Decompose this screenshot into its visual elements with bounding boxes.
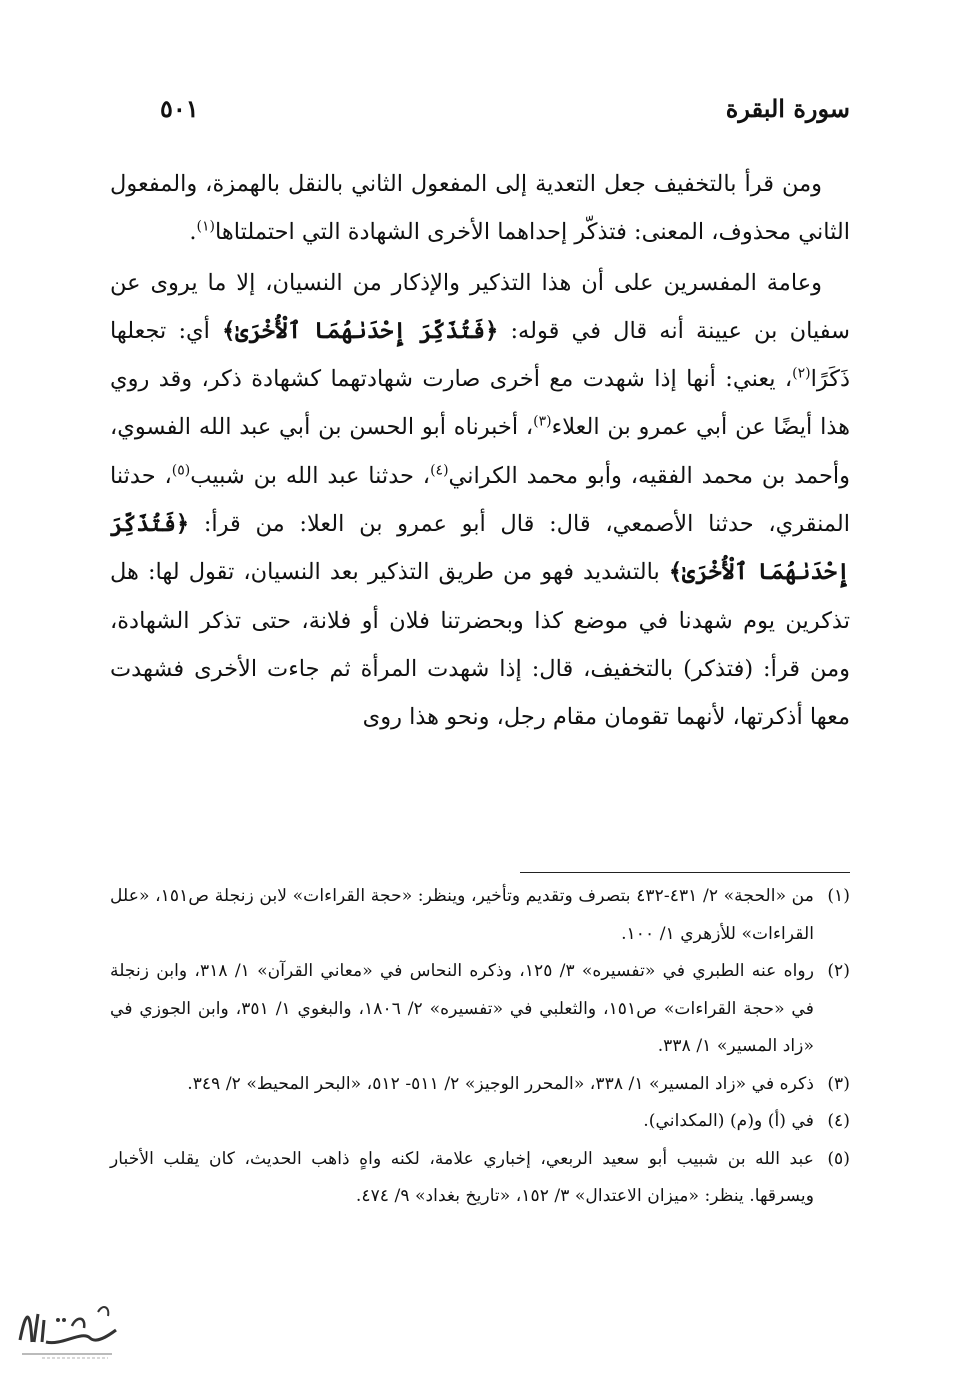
paragraph-2-text-c: ، يعني: أنها إذا شهدت مع أخرى صارت شهادتهما كشهادة ذكر، وقد روي هذا أيضًا عن أبي عمرو بن العلاء (110, 366, 851, 441)
footnote-number: (٣) (827, 1073, 850, 1094)
footnote-ref-5: (٥) (171, 462, 191, 479)
almoshtaq-logo-icon (12, 1290, 122, 1362)
footnote-text: ذكره في «زاد المسير» ١/ ٣٣٨، «المحرر الوجيز» ٢/ ٥١١- ٥١٢، «البحر المحيط» ٢/ ٣٤٩. (187, 1073, 814, 1094)
footnote-text: عبد الله بن شبيب أبو سعيد الربعي، إخباري علامة، لكنه واهٍ ذاهب الحديث، كان يقلب الأخبار ويسرقها. ينظر: «ميزان الاعتدال» ٣/ ١٥٢، «تاريخ بغداد» ٩/ ٤٧٤. (110, 1148, 814, 1206)
paragraph-2 (110, 259, 850, 742)
paragraph-2-text-a: وعامة المفسرين على أن هذا التذكير والإذكار من النسيان، إلا ما يروى عن سفيان بن عيينة أنه قال في قوله: (110, 269, 850, 344)
quran-quote-2: ﴿فَتُذَكِّرَ إِحْدَىٰهُمَا ٱلْأُخْرَىٰ﴾ (110, 511, 850, 586)
quran-quote-1: ﴿فَتُذَكِّرَ إِحْدَىٰهُمَا ٱلْأُخْرَىٰ﴾ (222, 317, 499, 344)
main-text (110, 160, 850, 742)
footnote-number: (١) (827, 886, 850, 906)
footnote-separator (520, 872, 850, 873)
surah-title: سورة البقرة (725, 93, 850, 123)
footnote (110, 1066, 850, 1104)
footnote-text: في (أ) و(م) (المكداني). (643, 1111, 814, 1131)
paragraph-2-text-f: ، حدثنا المنقري، حدثنا الأصمعي، قال: قال أبو عمرو بن العلا: من قرأ: (110, 462, 850, 538)
page-header (160, 88, 850, 128)
paragraph-2-text-g: بالتشديد فهو من طريق التذكير بعد النسيان، تقول لها: هل تذكرين يوم شهدنا في موضع كذا وبحضرتنا فلان أو فلانة، حتى تذكر الشهادة، ومن قرأ: (فتذكر) بالتخفيف، قال: إذا شهدت المرأة ثم جاءت الأخرى فشهدت معها أذكرتها، لأنهما تقومان مقام رجل، ونحو هذا روى (110, 559, 850, 731)
footnote-number: (٢) (827, 961, 850, 981)
footnote-ref-3: (٣) (533, 413, 552, 430)
footnote-text: رواه عنه الطبري في «تفسيره» ٣/ ١٢٥، وذكره النحاس في «معاني القرآن» ١/ ٣١٨، وابن زنجلة في «حجة القراءات» ص١٥١، والثعلبي في «تفسيره» ٢/ ١٨٠٦، والبغوي ١/ ٣٥١، وابن الجوزي في «زاد المسير» ١/ ٣٣٨. (110, 961, 815, 1056)
logo-calligraphy-icon (12, 1290, 122, 1362)
paragraph-2-text-e: ، حدثنا عبد الله بن شبيب (190, 462, 431, 489)
footnote-number: (٥) (827, 1148, 850, 1169)
paragraph-2-text-d: ، أخبرناه أبو الحسن بن أبي عبد الله الفسوي، وأحمد بن محمد الفقيه، وأبو محمد الكراني (110, 414, 850, 489)
footnote (110, 1103, 850, 1141)
page-number: ٥٠١ (160, 93, 199, 123)
footnote (110, 878, 850, 953)
paragraph-1-text: ومن قرأ بالتخفيف جعل التعدية إلى المفعول الثاني بالنقل بالهمزة، والمفعول الثاني محذوف، المعنى: فتذكّر إحداهما الأخرى الشهادة التي احتملتاها (110, 171, 850, 246)
footnote (110, 953, 850, 1066)
footnote-ref-4: (٤) (430, 462, 449, 479)
footnote-ref-1: (١) (196, 218, 215, 235)
paragraph-1-end: . (189, 219, 197, 246)
paragraph-2-text-b: أي: تجعلها ذَكَرًا (110, 317, 850, 393)
paragraph-1 (110, 160, 850, 257)
footnote (110, 1141, 850, 1216)
footnotes (110, 878, 850, 1216)
footnote-ref-2: (٢) (792, 365, 811, 382)
footnote-text: من «الحجة» ٢/ ٤٣١-٤٣٢ بتصرف وتقديم وتأخير، وينظر: «حجة القراءات» لابن زنجلة ص١٥١، «علل القراءات» للأزهري ١/ ١٠٠. (110, 886, 814, 944)
footnote-number: (٤) (827, 1111, 850, 1131)
